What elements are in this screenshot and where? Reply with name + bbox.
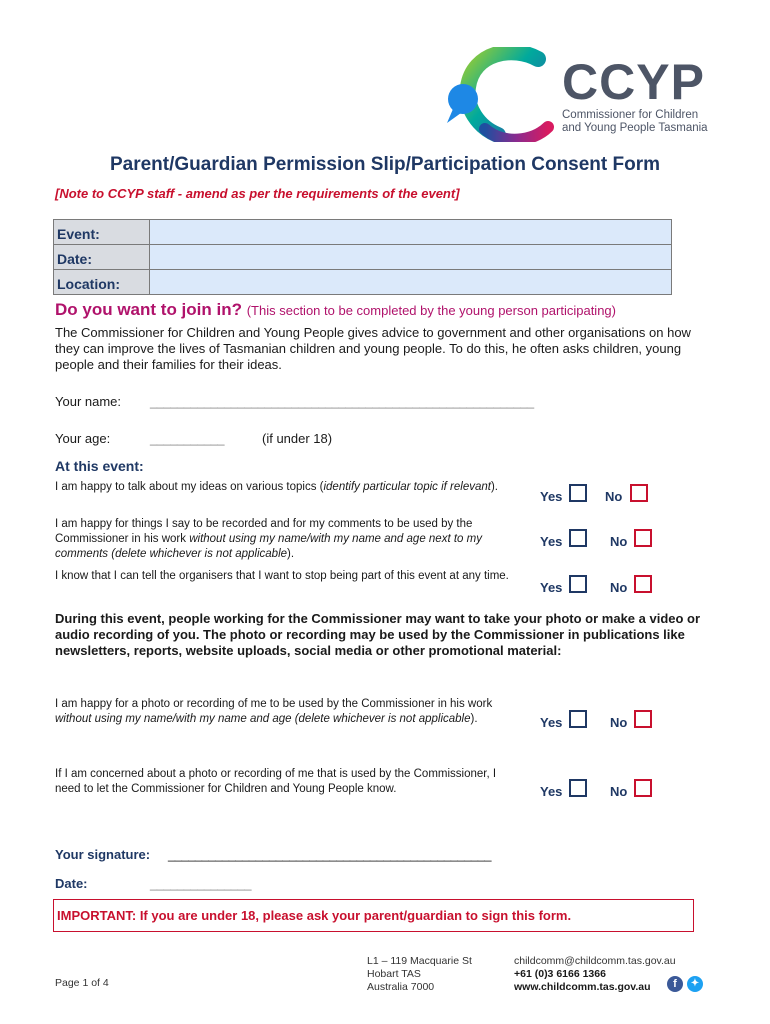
statement-2-yes-label: Yes — [540, 534, 563, 549]
signature-label: Your signature: — [55, 847, 151, 862]
address-line-3: Australia 7000 — [367, 981, 435, 993]
statement-2-no-label: No — [610, 534, 628, 549]
age-label: Your age: — [55, 431, 111, 446]
at-event-heading: At this event: — [55, 458, 144, 474]
statement-1-yes-label: Yes — [540, 489, 563, 504]
statement-1-no-checkbox[interactable] — [630, 484, 648, 502]
photo-statement-1: I am happy for a photo or recording of me to be used by the Commissioner in his work without using my name/with my name and age (delete whichever is not applicable). — [55, 698, 493, 725]
address-line-1: L1 – 119 Macquarie St — [367, 955, 472, 967]
event-row — [54, 220, 672, 245]
footer-email[interactable]: childcomm@childcomm.tas.gov.au — [514, 955, 676, 967]
event-label: Event: — [54, 220, 150, 245]
page-title: Parent/Guardian Permission Slip/Participation Consent Form — [109, 154, 661, 175]
logo-text — [562, 54, 708, 135]
important-title: IMPORTANT: — [57, 908, 137, 923]
join-subheading: (This section to be completed by the young person participating) — [246, 303, 616, 318]
photo-statement-1-yes-checkbox[interactable] — [569, 710, 587, 728]
age-note: (if under 18) — [262, 431, 333, 446]
photo-recording-paragraph: During this event, people working for the Commissioner may want to take your photo or make a video or audio recording of you. The photo or recording may be used by the Commissioner in publications like newsletters, reports, website uploads, social media or other promotional material: — [55, 611, 701, 658]
statement-3: I know that I can tell the organisers that I want to stop being part of this event at any time. — [55, 570, 509, 582]
event-field[interactable] — [150, 220, 672, 245]
footer-address — [367, 955, 472, 994]
page-number: Page 1 of 4 — [55, 977, 109, 989]
statement-1: I am happy to talk about my ideas on various topics (identify particular topic if relevant). — [55, 481, 498, 493]
name-field[interactable]: _________________________________________________________ — [150, 394, 534, 409]
statement-3-yes-label: Yes — [540, 580, 563, 595]
logo-line-2: and Young People Tasmania — [562, 122, 708, 134]
photo-statement-2-no-label: No — [610, 784, 628, 799]
address-line-2: Hobart TAS — [367, 968, 421, 980]
statement-3-no-label: No — [610, 580, 628, 595]
footer-contact — [514, 955, 676, 994]
date-field[interactable] — [150, 245, 672, 270]
photo-statement-1-yes-label: Yes — [540, 715, 563, 730]
signature-date-label: Date: — [55, 876, 88, 891]
location-row — [54, 270, 672, 295]
staff-note: [Note to CCYP staff - amend as per the requirements of the event] — [55, 186, 460, 201]
photo-statement-2: If I am concerned about a photo or recording of me that is used by the Commissioner, I need to let the Commissioner for Children and Young People know. — [55, 768, 497, 795]
important-notice — [53, 899, 694, 932]
statement-1-no-label: No — [605, 489, 623, 504]
footer-website[interactable]: www.childcomm.tas.gov.au — [514, 981, 651, 993]
date-row — [54, 245, 672, 270]
age-field[interactable]: ___________ — [150, 431, 225, 446]
intro-paragraph: The Commissioner for Children and Young People gives advice to government and other organisations on how they can improve the lives of Tasmanian children and young people. To do this, he often asks children, young people and their families for their ideas. — [55, 325, 691, 372]
logo-line-1: Commissioner for Children — [562, 109, 699, 121]
location-label: Location: — [54, 270, 150, 295]
statement-3-no-checkbox[interactable] — [634, 575, 652, 593]
photo-statement-1-no-label: No — [610, 715, 628, 730]
logo-wordmark: CCYP — [562, 54, 705, 110]
statement-3-yes-checkbox[interactable] — [569, 575, 587, 593]
twitter-icon[interactable]: ✦ — [687, 976, 703, 992]
photo-statement-2-yes-checkbox[interactable] — [569, 779, 587, 797]
photo-statement-2-no-checkbox[interactable] — [634, 779, 652, 797]
location-field[interactable] — [150, 270, 672, 295]
statement-2: I am happy for things I say to be recorded and for my comments to be used by the Commissioner in his work without using my name/with my name and age next to my comments (delete whichever is not applicable). — [55, 518, 482, 560]
facebook-icon[interactable]: f — [667, 976, 683, 992]
date-label: Date: — [54, 245, 150, 270]
statement-2-yes-checkbox[interactable] — [569, 529, 587, 547]
important-text: If you are under 18, please ask your parent/guardian to sign this form. — [136, 908, 572, 923]
join-heading — [55, 300, 616, 320]
signature-field[interactable]: ________________________________________________ — [168, 847, 492, 862]
join-heading-text: Do you want to join in? — [55, 300, 242, 319]
statement-2-no-checkbox[interactable] — [634, 529, 652, 547]
signature-date-field[interactable]: _______________ — [150, 876, 251, 891]
footer-phone: +61 (0)3 6166 1366 — [514, 968, 606, 980]
name-label: Your name: — [55, 394, 122, 409]
photo-statement-2-yes-label: Yes — [540, 784, 563, 799]
statement-1-yes-checkbox[interactable] — [569, 484, 587, 502]
event-details-table — [53, 219, 672, 295]
photo-statement-1-no-checkbox[interactable] — [634, 710, 652, 728]
